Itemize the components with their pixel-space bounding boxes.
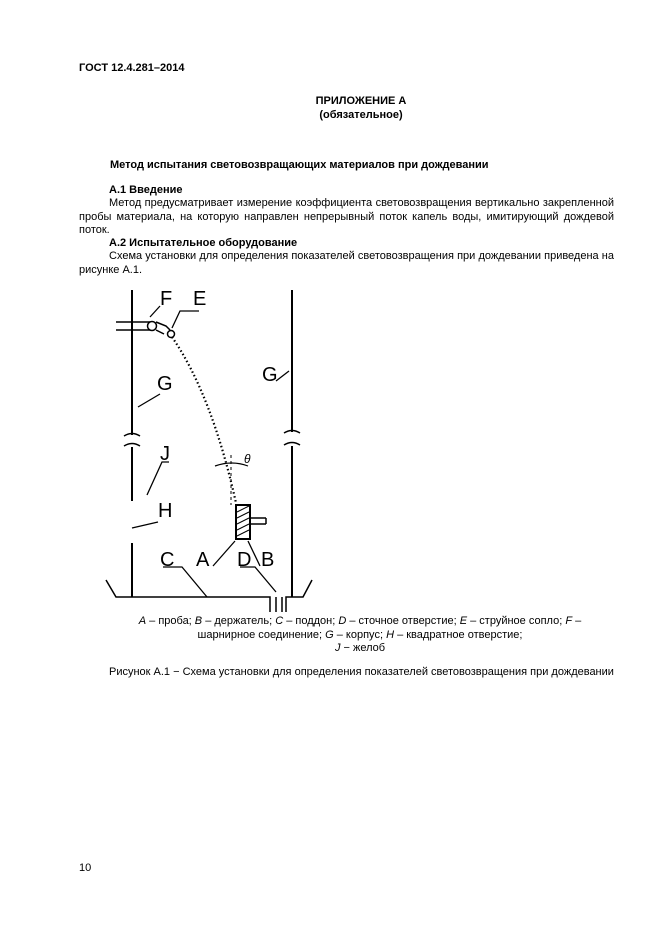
label-c: C xyxy=(160,549,175,571)
leader-j xyxy=(147,462,169,495)
jet-nozzle xyxy=(168,331,175,338)
water-stream xyxy=(172,337,236,503)
section-a2-title: А.2 Испытательное оборудование xyxy=(109,237,298,249)
sample-holder xyxy=(236,505,250,539)
leader-f xyxy=(150,306,160,317)
document-id: ГОСТ 12.4.281–2014 xyxy=(79,62,185,74)
break-mark-left xyxy=(124,434,140,447)
figure-legend: A – проба; B – держатель; C – поддон; D – сточное отверстие; E – струйное сопло; F – шарнирное соединение; G – корпус; H – квадратное отверстие; J − желоб xyxy=(138,615,582,654)
leader-g-right xyxy=(276,371,289,381)
annex-title: ПРИЛОЖЕНИЕ А xyxy=(315,95,407,107)
sample-hatch xyxy=(237,506,249,536)
label-j: J xyxy=(160,443,170,465)
leader-c xyxy=(163,567,207,597)
annex-status: (обязательное) xyxy=(319,109,403,121)
figure-title: Рисунок А.1 − Схема установки для определения показателей световозвращения при дождевании xyxy=(109,666,614,678)
label-h: H xyxy=(158,500,173,522)
hinge-joint xyxy=(148,322,157,331)
break-mark-right xyxy=(284,431,300,446)
section-a1-text: Метод предусматривает измерение коэффициента световозвращения вертикально закрепленной пробы материала, на которую направлен непрерывный поток капель воды, имитирующий дождевой поток. xyxy=(79,197,614,236)
label-f: F xyxy=(160,288,173,310)
label-e: E xyxy=(193,288,207,310)
leader-a xyxy=(213,541,235,566)
method-title: Метод испытания световозвращающих материалов при дождевании xyxy=(110,159,489,171)
section-a2-text: Схема установки для определения показателей световозвращения при дождевании приведена на рисунке А.1. xyxy=(79,250,614,276)
tray xyxy=(106,580,312,612)
label-g-left: G xyxy=(157,373,173,395)
section-a1-title: А.1 Введение xyxy=(109,184,183,196)
label-b: B xyxy=(261,549,275,571)
label-theta: θ xyxy=(244,452,251,466)
label-g-right: G xyxy=(262,364,278,386)
leader-h xyxy=(132,522,158,528)
page-number: 10 xyxy=(79,862,92,874)
label-a: A xyxy=(196,549,210,571)
leader-g-left xyxy=(138,394,160,407)
label-d: D xyxy=(237,549,252,571)
leader-e xyxy=(172,311,199,328)
